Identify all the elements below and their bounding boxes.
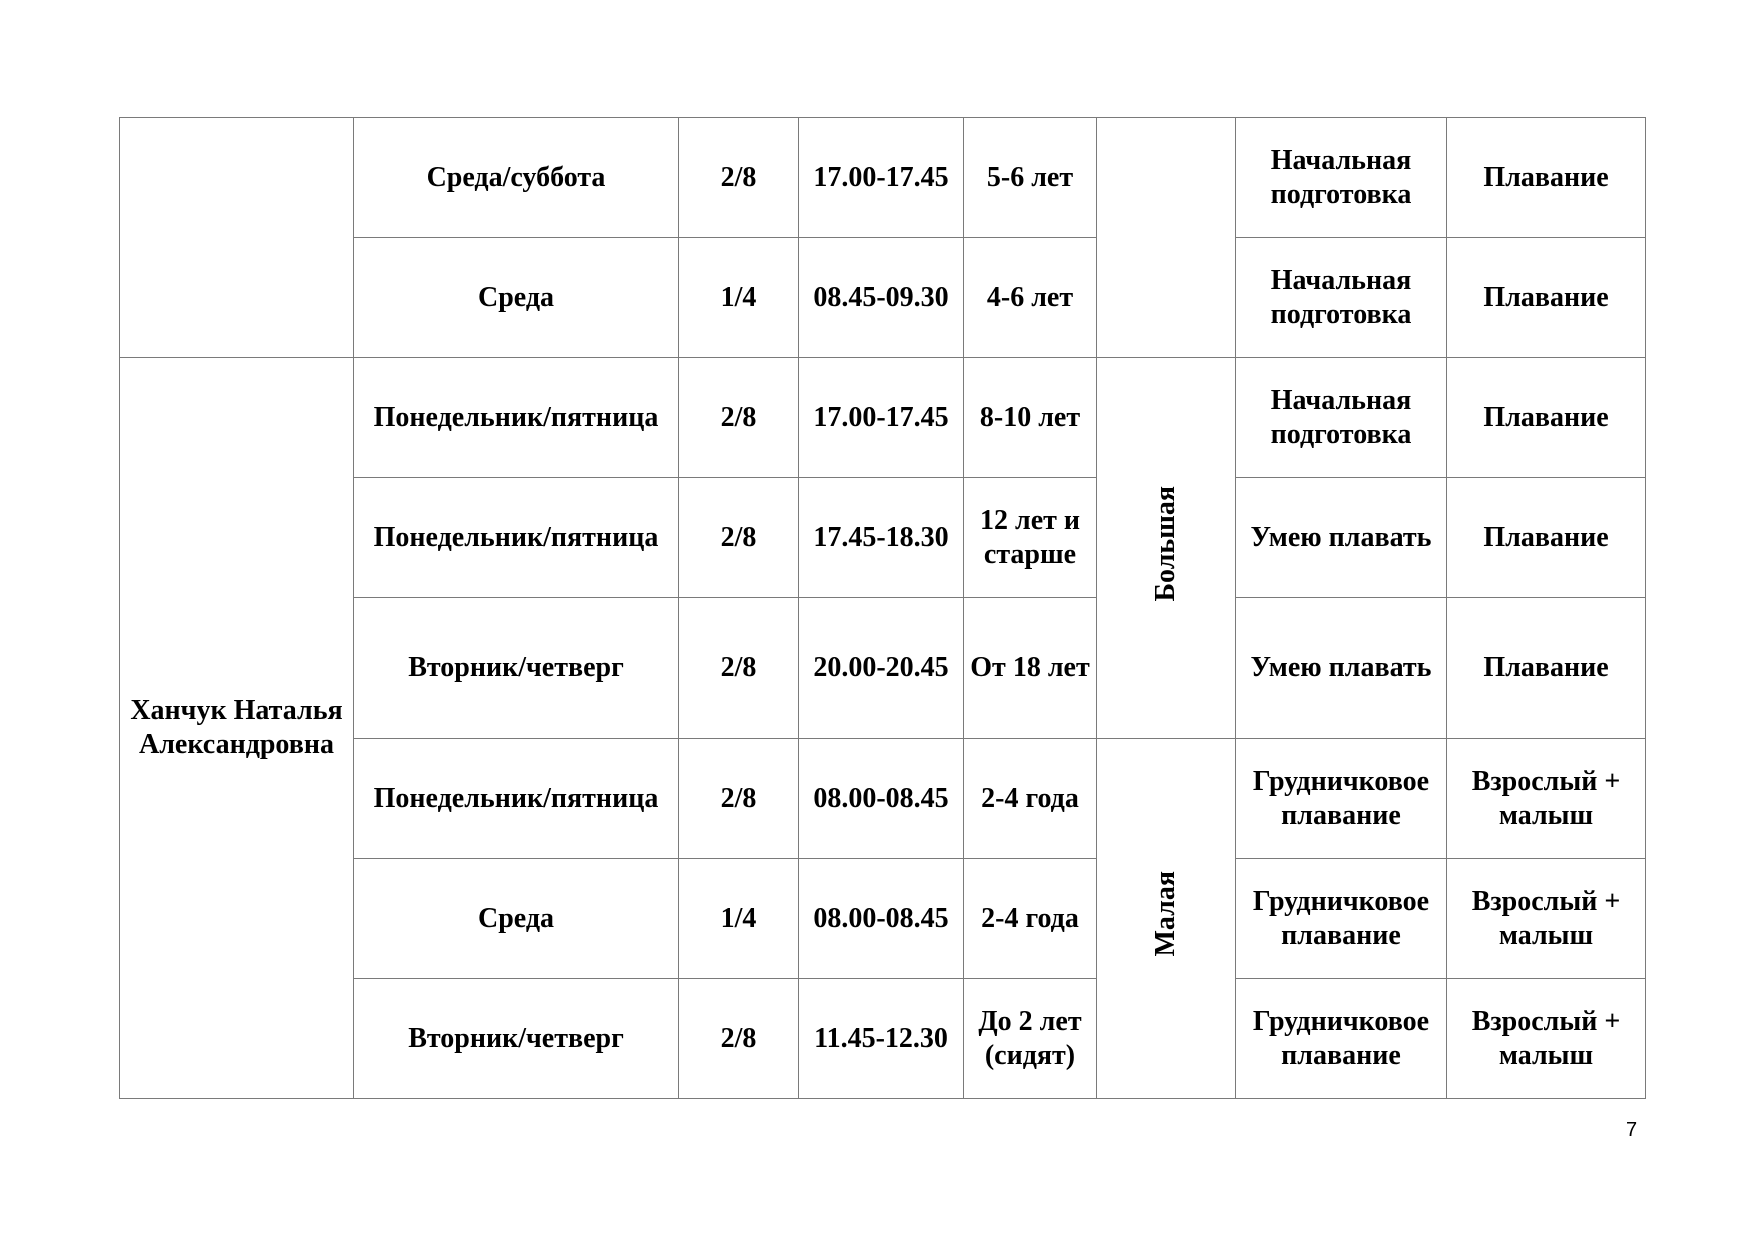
- pool-cell-small: [1097, 739, 1236, 1099]
- time-cell: 11.45-12.30: [799, 979, 964, 1099]
- activity-cell: Плавание: [1447, 358, 1646, 478]
- time-cell: 08.00-08.45: [799, 739, 964, 859]
- table-row: [120, 358, 1646, 478]
- days-cell: Понедельник/пятница: [354, 739, 679, 859]
- activity-cell: Плавание: [1447, 118, 1646, 238]
- level-cell: Грудничковое плавание: [1236, 739, 1447, 859]
- sessions-cell: 2/8: [679, 739, 799, 859]
- time-cell: 08.45-09.30: [799, 238, 964, 358]
- level-cell: Начальная подготовка: [1236, 118, 1447, 238]
- time-cell: 17.00-17.45: [799, 358, 964, 478]
- age-cell: До 2 лет (сидят): [964, 979, 1097, 1099]
- time-cell: 08.00-08.45: [799, 859, 964, 979]
- days-cell: Среда/суббота: [354, 118, 679, 238]
- level-cell: Грудничковое плавание: [1236, 859, 1447, 979]
- time-cell: 20.00-20.45: [799, 598, 964, 739]
- age-cell: От 18 лет: [964, 598, 1097, 739]
- age-cell: 12 лет и старше: [964, 478, 1097, 598]
- level-cell: Начальная подготовка: [1236, 358, 1447, 478]
- table-row: [120, 118, 1646, 238]
- age-cell: 8-10 лет: [964, 358, 1097, 478]
- days-cell: Вторник/четверг: [354, 979, 679, 1099]
- level-cell: Умею плавать: [1236, 598, 1447, 739]
- activity-cell: Взрослый + малыш: [1447, 739, 1646, 859]
- instructor-name: Ханчук Наталья Александровна: [120, 358, 354, 1099]
- days-cell: Среда: [354, 859, 679, 979]
- age-cell: 5-6 лет: [964, 118, 1097, 238]
- days-cell: Вторник/четверг: [354, 598, 679, 739]
- sessions-cell: 2/8: [679, 979, 799, 1099]
- activity-cell: Взрослый + малыш: [1447, 859, 1646, 979]
- level-cell: Грудничковое плавание: [1236, 979, 1447, 1099]
- schedule-table: [119, 117, 1646, 1099]
- pool-cell-empty: [1097, 118, 1236, 358]
- sessions-cell: 2/8: [679, 478, 799, 598]
- pool-cell-big: [1097, 358, 1236, 739]
- level-cell: Начальная подготовка: [1236, 238, 1447, 358]
- sessions-cell: 2/8: [679, 598, 799, 739]
- days-cell: Понедельник/пятница: [354, 478, 679, 598]
- time-cell: 17.00-17.45: [799, 118, 964, 238]
- level-cell: Умею плавать: [1236, 478, 1447, 598]
- age-cell: 2-4 года: [964, 739, 1097, 859]
- days-cell: Понедельник/пятница: [354, 358, 679, 478]
- sessions-cell: 1/4: [679, 859, 799, 979]
- age-cell: 2-4 года: [964, 859, 1097, 979]
- activity-cell: Плавание: [1447, 598, 1646, 739]
- activity-cell: Плавание: [1447, 238, 1646, 358]
- instructor-cell-empty: [120, 118, 354, 358]
- activity-cell: Взрослый + малыш: [1447, 979, 1646, 1099]
- activity-cell: Плавание: [1447, 478, 1646, 598]
- time-cell: 17.45-18.30: [799, 478, 964, 598]
- pool-label-small: Малая: [1150, 871, 1181, 957]
- sessions-cell: 1/4: [679, 238, 799, 358]
- days-cell: Среда: [354, 238, 679, 358]
- sessions-cell: 2/8: [679, 358, 799, 478]
- age-cell: 4-6 лет: [964, 238, 1097, 358]
- pool-label-big: Большая: [1150, 485, 1181, 602]
- sessions-cell: 2/8: [679, 118, 799, 238]
- page-number: 7: [1626, 1119, 1638, 1141]
